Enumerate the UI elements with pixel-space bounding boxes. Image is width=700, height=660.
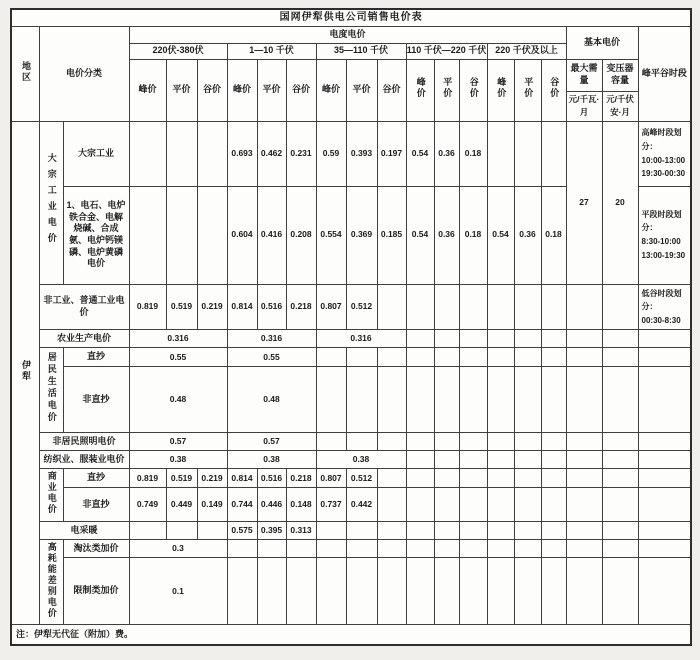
empty-cell: [602, 451, 638, 469]
empty-cell: [346, 433, 377, 451]
price-cell: 0.369: [346, 186, 377, 284]
price-cell: [459, 469, 487, 488]
price-cell: [487, 469, 514, 488]
price-type-vertical-label: 峰价: [496, 77, 507, 100]
price-cell: 0.604: [227, 186, 257, 284]
empty-cell: [541, 433, 566, 451]
price-cell-merged: 0.38: [316, 451, 406, 469]
price-cell: 0.519: [166, 284, 197, 330]
empty-cell: [459, 348, 487, 367]
price-cell: [166, 186, 197, 284]
empty-cell: [514, 451, 541, 469]
voltage-group-header: 110 千伏—220 千伏: [406, 43, 487, 59]
period-valley-cell: [638, 284, 691, 330]
empty-cell: [566, 522, 602, 540]
price-cell: 0.148: [286, 488, 316, 522]
period-time: 8:30-10:00: [641, 237, 681, 246]
empty-cell: [566, 540, 602, 558]
empty-cell: [541, 348, 566, 367]
empty-cell: [434, 558, 459, 625]
region-value: 伊犁: [20, 360, 31, 383]
empty-cell: [227, 540, 257, 558]
price-cell: [316, 522, 346, 540]
basic-value-max-demand: 27: [566, 121, 602, 284]
price-cell: 0.149: [197, 488, 227, 522]
empty-cell: [638, 469, 691, 488]
voltage-group-header: 1—10 千伏: [227, 43, 316, 59]
empty-cell: [602, 522, 638, 540]
empty-cell: [406, 348, 434, 367]
price-cell: [129, 186, 166, 284]
empty-cell: [566, 433, 602, 451]
empty-cell: [377, 348, 406, 367]
price-type-header: 峰价: [316, 59, 346, 121]
empty-cell: [541, 330, 566, 348]
price-cell-merged: 0.316: [227, 330, 316, 348]
price-cell: [377, 488, 406, 522]
price-cell-merged: 0.55: [227, 348, 316, 367]
period-label: 平段时段划分：: [641, 209, 682, 233]
price-cell: [459, 488, 487, 522]
price-cell: [406, 522, 434, 540]
empty-cell: [541, 540, 566, 558]
price-cell: 0.442: [346, 488, 377, 522]
empty-cell: [638, 522, 691, 540]
empty-cell: [316, 348, 346, 367]
basic-price-header: 基本电价: [566, 26, 638, 59]
empty-cell: [566, 348, 602, 367]
price-cell: 0.54: [406, 121, 434, 186]
empty-cell: [434, 451, 459, 469]
region-header-label: 地区: [20, 60, 31, 83]
period-time: 13:00-19:30: [641, 250, 686, 260]
price-cell: [197, 186, 227, 284]
category-group-commercial: [39, 469, 63, 522]
price-type-header: [514, 59, 541, 121]
region-header: [11, 26, 39, 121]
voltage-group-header: 220 千伏及以上: [487, 43, 566, 59]
price-type-header: 谷价: [197, 59, 227, 121]
price-cell: 0.208: [286, 186, 316, 284]
empty-cell: [406, 558, 434, 625]
price-cell: [541, 469, 566, 488]
price-cell: 0.393: [346, 121, 377, 186]
price-type-header: 平价: [346, 59, 377, 121]
capacity-unit: 元/千伏安·月: [602, 91, 638, 121]
category-label-cell: 直抄: [63, 469, 129, 488]
empty-cell: [487, 558, 514, 625]
empty-cell: [459, 540, 487, 558]
price-cell: 0.18: [459, 186, 487, 284]
price-cell-merged: 0.57: [227, 433, 316, 451]
empty-cell: [434, 330, 459, 348]
price-cell: 0.416: [257, 186, 286, 284]
empty-cell: [638, 451, 691, 469]
empty-cell: [377, 540, 406, 558]
empty-cell: [316, 540, 346, 558]
price-cell: 0.814: [227, 284, 257, 330]
category-group-label: 居民生活电价: [46, 352, 57, 425]
category-label-cell: 淘汰类加价: [63, 540, 129, 558]
price-type-header: [434, 59, 459, 121]
price-cell: [197, 522, 227, 540]
price-cell: [166, 522, 197, 540]
price-type-header: [541, 59, 566, 121]
note-cell: 注：伊犁无代征（附加）费。: [11, 625, 691, 645]
period-flat-cell: [638, 186, 691, 284]
empty-cell: [566, 367, 602, 433]
category-group-label: 商业电价: [46, 471, 57, 516]
price-cell: [197, 121, 227, 186]
price-type-vertical-label: 谷价: [468, 77, 479, 100]
empty-cell: [286, 540, 316, 558]
price-type-header: 谷价: [377, 59, 406, 121]
empty-cell: [487, 348, 514, 367]
energy-price-header: 电度电价: [129, 26, 566, 43]
empty-cell: [434, 348, 459, 367]
price-cell-merged: 0.55: [129, 348, 227, 367]
price-cell: [459, 522, 487, 540]
price-cell: 0.54: [406, 186, 434, 284]
price-cell: [541, 522, 566, 540]
price-type-vertical-label: 谷价: [549, 77, 560, 100]
empty-cell: [638, 330, 691, 348]
price-cell: 0.807: [316, 469, 346, 488]
category-label-cell: 直抄: [63, 348, 129, 367]
empty-cell: [566, 469, 602, 488]
empty-cell: [514, 367, 541, 433]
price-cell: [459, 284, 487, 330]
price-cell-merged: 0.48: [227, 367, 316, 433]
empty-cell: [566, 284, 602, 330]
empty-cell: [566, 488, 602, 522]
price-cell: 0.744: [227, 488, 257, 522]
empty-cell: [638, 348, 691, 367]
period-label: 低谷时段划分：: [641, 288, 682, 312]
price-table: [10, 8, 692, 646]
price-cell: 0.59: [316, 121, 346, 186]
category-label-cell: 非直抄: [63, 488, 129, 522]
price-cell: 0.512: [346, 469, 377, 488]
empty-cell: [257, 540, 286, 558]
price-cell: [487, 488, 514, 522]
price-cell: 0.819: [129, 469, 166, 488]
price-cell-merged: 0.38: [129, 451, 227, 469]
price-cell: [541, 488, 566, 522]
price-cell: [129, 121, 166, 186]
price-cell: 0.54: [487, 186, 514, 284]
price-cell: [514, 488, 541, 522]
empty-cell: [487, 330, 514, 348]
price-cell: 0.575: [227, 522, 257, 540]
empty-cell: [434, 433, 459, 451]
price-cell: 0.519: [166, 469, 197, 488]
price-cell: 0.218: [286, 469, 316, 488]
empty-cell: [459, 433, 487, 451]
capacity-header: 变压器容量: [602, 59, 638, 91]
empty-cell: [346, 540, 377, 558]
category-group-high-energy: [39, 540, 63, 625]
region-cell: [11, 121, 39, 625]
empty-cell: [406, 367, 434, 433]
empty-cell: [638, 367, 691, 433]
voltage-group-header: 220伏-380伏: [129, 43, 227, 59]
empty-cell: [566, 330, 602, 348]
price-type-header: [406, 59, 434, 121]
price-cell: 0.219: [197, 469, 227, 488]
price-cell: [541, 284, 566, 330]
empty-cell: [602, 367, 638, 433]
price-cell: 0.554: [316, 186, 346, 284]
price-cell: 0.218: [286, 284, 316, 330]
price-cell: 0.36: [434, 186, 459, 284]
price-cell: [434, 284, 459, 330]
price-cell: 0.693: [227, 121, 257, 186]
price-cell-merged: 0.38: [227, 451, 316, 469]
period-label: 高峰时段划分：: [641, 128, 682, 151]
price-cell: [514, 522, 541, 540]
price-cell: 0.512: [346, 284, 377, 330]
empty-cell: [406, 451, 434, 469]
empty-cell: [541, 451, 566, 469]
price-cell: [377, 284, 406, 330]
empty-cell: [602, 488, 638, 522]
category-group-label: 大宗工业电价: [46, 152, 57, 249]
empty-cell: [434, 540, 459, 558]
empty-cell: [541, 367, 566, 433]
empty-cell: [377, 558, 406, 625]
price-cell: [406, 284, 434, 330]
empty-cell: [638, 558, 691, 625]
empty-cell: [377, 433, 406, 451]
empty-cell: [406, 540, 434, 558]
price-cell-merged: 0.3: [129, 540, 227, 558]
empty-cell: [434, 367, 459, 433]
price-cell: 0.313: [286, 522, 316, 540]
price-cell: [514, 121, 541, 186]
price-type-header: [459, 59, 487, 121]
price-cell: 0.36: [514, 186, 541, 284]
empty-cell: [602, 348, 638, 367]
empty-cell: [602, 469, 638, 488]
page-title: 国网伊犁供电公司销售电价表: [11, 9, 691, 26]
max-demand-header: 最大需量: [566, 59, 602, 91]
price-cell: 0.18: [459, 121, 487, 186]
empty-cell: [566, 558, 602, 625]
empty-cell: [602, 284, 638, 330]
period-header: 峰平谷时段: [638, 26, 691, 121]
category-label-cell: 农业生产电价: [39, 330, 129, 348]
empty-cell: [316, 433, 346, 451]
price-cell: 0.737: [316, 488, 346, 522]
price-type-vertical-label: 平价: [523, 77, 534, 100]
voltage-group-header: 35—110 千伏: [316, 43, 406, 59]
empty-cell: [514, 330, 541, 348]
price-cell: 0.231: [286, 121, 316, 186]
price-cell: [377, 469, 406, 488]
price-cell: 0.219: [197, 284, 227, 330]
empty-cell: [406, 330, 434, 348]
price-type-header: [487, 59, 514, 121]
empty-cell: [566, 451, 602, 469]
price-cell: [406, 469, 434, 488]
empty-cell: [316, 367, 346, 433]
empty-cell: [459, 558, 487, 625]
price-cell: [514, 284, 541, 330]
period-peak-cell: [638, 121, 691, 186]
category-label-cell: 1、电石、电炉铁合金、电解烧碱、合成氨、电炉钙镁磷、电炉黄磷电价: [63, 186, 129, 284]
empty-cell: [487, 540, 514, 558]
price-cell: 0.516: [257, 469, 286, 488]
empty-cell: [316, 558, 346, 625]
empty-cell: [377, 367, 406, 433]
empty-cell: [459, 451, 487, 469]
empty-cell: [346, 367, 377, 433]
empty-cell: [487, 367, 514, 433]
empty-cell: [406, 433, 434, 451]
empty-cell: [638, 540, 691, 558]
empty-cell: [638, 433, 691, 451]
category-label-cell: 非工业、普通工业电价: [39, 284, 129, 330]
price-cell: 0.197: [377, 121, 406, 186]
category-group-residential: [39, 348, 63, 433]
category-label-cell: 大宗工业: [63, 121, 129, 186]
price-cell: 0.18: [541, 186, 566, 284]
empty-cell: [514, 540, 541, 558]
price-cell-merged: 0.57: [129, 433, 227, 451]
price-cell: [406, 488, 434, 522]
empty-cell: [346, 558, 377, 625]
price-type-header: 平价: [166, 59, 197, 121]
empty-cell: [514, 433, 541, 451]
empty-cell: [487, 433, 514, 451]
empty-cell: [346, 348, 377, 367]
category-label-cell: 纺织业、服装业电价: [39, 451, 129, 469]
category-label-cell: 电采暖: [39, 522, 129, 540]
price-cell: 0.749: [129, 488, 166, 522]
price-cell: 0.814: [227, 469, 257, 488]
price-cell: [166, 121, 197, 186]
category-group-bulk-industry: [39, 121, 63, 284]
price-cell: 0.395: [257, 522, 286, 540]
price-cell: [541, 121, 566, 186]
empty-cell: [602, 433, 638, 451]
period-time: 19:30-00:30: [641, 169, 686, 179]
empty-cell: [514, 348, 541, 367]
price-cell-merged: 0.316: [129, 330, 227, 348]
price-type-header: 峰价: [227, 59, 257, 121]
price-cell: [129, 522, 166, 540]
price-type-header: 谷价: [286, 59, 316, 121]
empty-cell: [487, 451, 514, 469]
price-cell: [346, 522, 377, 540]
category-label-cell: 非居民照明电价: [39, 433, 129, 451]
price-cell: [487, 121, 514, 186]
max-demand-unit: 元/千瓦·月: [566, 91, 602, 121]
price-type-header: 平价: [257, 59, 286, 121]
empty-cell: [602, 558, 638, 625]
price-cell: [434, 522, 459, 540]
empty-cell: [602, 540, 638, 558]
price-cell: [377, 522, 406, 540]
basic-value-capacity: 20: [602, 121, 638, 284]
price-cell: [487, 522, 514, 540]
price-type-header: 峰价: [129, 59, 166, 121]
price-cell: [487, 284, 514, 330]
price-cell: 0.449: [166, 488, 197, 522]
price-cell: 0.185: [377, 186, 406, 284]
category-label-cell: 非直抄: [63, 367, 129, 433]
price-cell-merged: 0.1: [129, 558, 227, 625]
price-cell: 0.462: [257, 121, 286, 186]
price-cell: 0.516: [257, 284, 286, 330]
price-cell: [514, 469, 541, 488]
price-cell: [434, 469, 459, 488]
empty-cell: [286, 558, 316, 625]
price-cell: 0.807: [316, 284, 346, 330]
category-header: 电价分类: [39, 26, 129, 121]
period-time: 00:30-8:30: [641, 315, 681, 325]
category-group-label: 高耗能差别电价: [46, 541, 57, 619]
price-cell-merged: 0.316: [316, 330, 406, 348]
price-type-vertical-label: 平价: [442, 77, 453, 100]
empty-cell: [638, 488, 691, 522]
period-time: 10:00-13:00: [641, 155, 686, 165]
price-cell: 0.819: [129, 284, 166, 330]
price-cell: [434, 488, 459, 522]
empty-cell: [459, 330, 487, 348]
category-label-cell: 限制类加价: [63, 558, 129, 625]
empty-cell: [459, 367, 487, 433]
price-cell-merged: 0.48: [129, 367, 227, 433]
empty-cell: [227, 558, 257, 625]
empty-cell: [257, 558, 286, 625]
empty-cell: [514, 558, 541, 625]
empty-cell: [602, 330, 638, 348]
price-cell: 0.446: [257, 488, 286, 522]
price-cell: 0.36: [434, 121, 459, 186]
empty-cell: [541, 558, 566, 625]
price-type-vertical-label: 峰价: [415, 77, 426, 100]
